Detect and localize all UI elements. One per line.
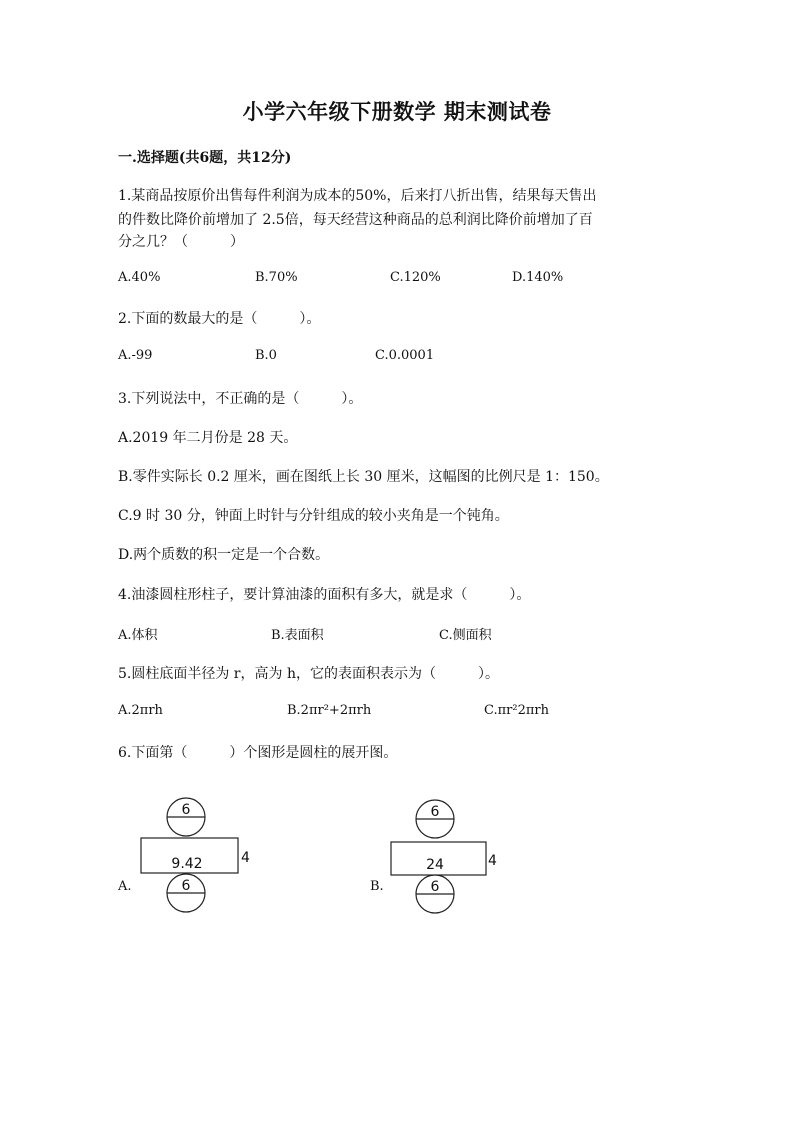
question-5-option-b[interactable]: B.2πr²+2πrh <box>287 703 372 718</box>
question-6-text: 6.下面第（ ）个图形是圆柱的展开图。 <box>118 745 398 761</box>
question-3-text: 3.下列说法中，不正确的是（ ）。 <box>118 391 363 407</box>
figure-b-top-circle-label: 6 <box>430 804 440 820</box>
figure-b-cylinder-net <box>382 797 502 919</box>
figure-a-top-circle <box>167 798 205 836</box>
question-3-option-a[interactable]: A.2019 年二月份是 28 天。 <box>118 430 298 446</box>
question-4-text: 4.油漆圆柱形柱子，要计算油漆的面积有多大，就是求（ ）。 <box>118 587 531 603</box>
question-2-option-c[interactable]: C.0.0001 <box>375 348 435 363</box>
figure-a-rect-label: 9.42 <box>171 856 203 872</box>
question-5-option-a[interactable]: A.2πrh <box>118 703 163 718</box>
question-2-text: 2.下面的数最大的是（ ）。 <box>118 311 321 327</box>
question-1-option-c[interactable]: C.120% <box>390 270 441 285</box>
figure-b-side-label: 4 <box>488 853 497 869</box>
figure-a-cylinder-net <box>130 790 260 918</box>
figure-b-top-circle <box>416 800 454 838</box>
figure-b-bottom-circle-label: 6 <box>430 879 440 895</box>
question-5-text: 5.圆柱底面半径为 r，高为 h，它的表面积表示为（ ）。 <box>118 666 499 682</box>
figure-a-top-circle-label: 6 <box>181 802 191 818</box>
question-1-option-b[interactable]: B.70% <box>255 270 298 285</box>
figure-b-rect-label: 24 <box>426 857 444 873</box>
question-2-option-b[interactable]: B.0 <box>255 348 277 363</box>
section-heading: 一.选择题(共6题，共12分) <box>118 150 292 166</box>
question-1-line-3: 分之几？（ ） <box>118 234 244 250</box>
question-3-option-b[interactable]: B.零件实际长 0.2 厘米，画在图纸上长 30 厘米，这幅图的比例尺是 1：150。 <box>118 469 609 485</box>
question-4-option-b[interactable]: B.表面积 <box>271 628 324 643</box>
question-1-option-d[interactable]: D.140% <box>512 270 564 285</box>
question-1-option-a[interactable]: A.40% <box>118 270 161 285</box>
figure-a-side-label: 4 <box>241 850 250 866</box>
question-1-line-2: 的件数比降价前增加了 2.5倍，每天经营这种商品的总利润比降价前增加了百 <box>118 212 593 228</box>
question-3-option-d[interactable]: D.两个质数的积一定是一个合数。 <box>118 547 330 563</box>
figure-a-bottom-circle <box>167 874 205 912</box>
question-4-option-c[interactable]: C.侧面积 <box>439 628 492 643</box>
page-title: 小学六年级下册数学 期末测试卷 <box>242 99 552 124</box>
figure-b-label[interactable]: B. <box>370 879 384 894</box>
question-1-line-1: 1.某商品按原价出售每件利润为成本的50%，后来打八折出售，结果每天售出 <box>118 188 597 204</box>
question-2-option-a[interactable]: A.-99 <box>118 348 153 363</box>
figure-a-bottom-circle-label: 6 <box>181 878 191 894</box>
question-5-option-c[interactable]: C.πr²2πrh <box>484 703 549 718</box>
figure-a-label[interactable]: A. <box>118 879 132 894</box>
question-4-option-a[interactable]: A.体积 <box>118 628 158 643</box>
figure-b-bottom-circle <box>416 875 454 913</box>
question-3-option-c[interactable]: C.9 时 30 分，钟面上时针与分针组成的较小夹角是一个钝角。 <box>118 508 509 524</box>
